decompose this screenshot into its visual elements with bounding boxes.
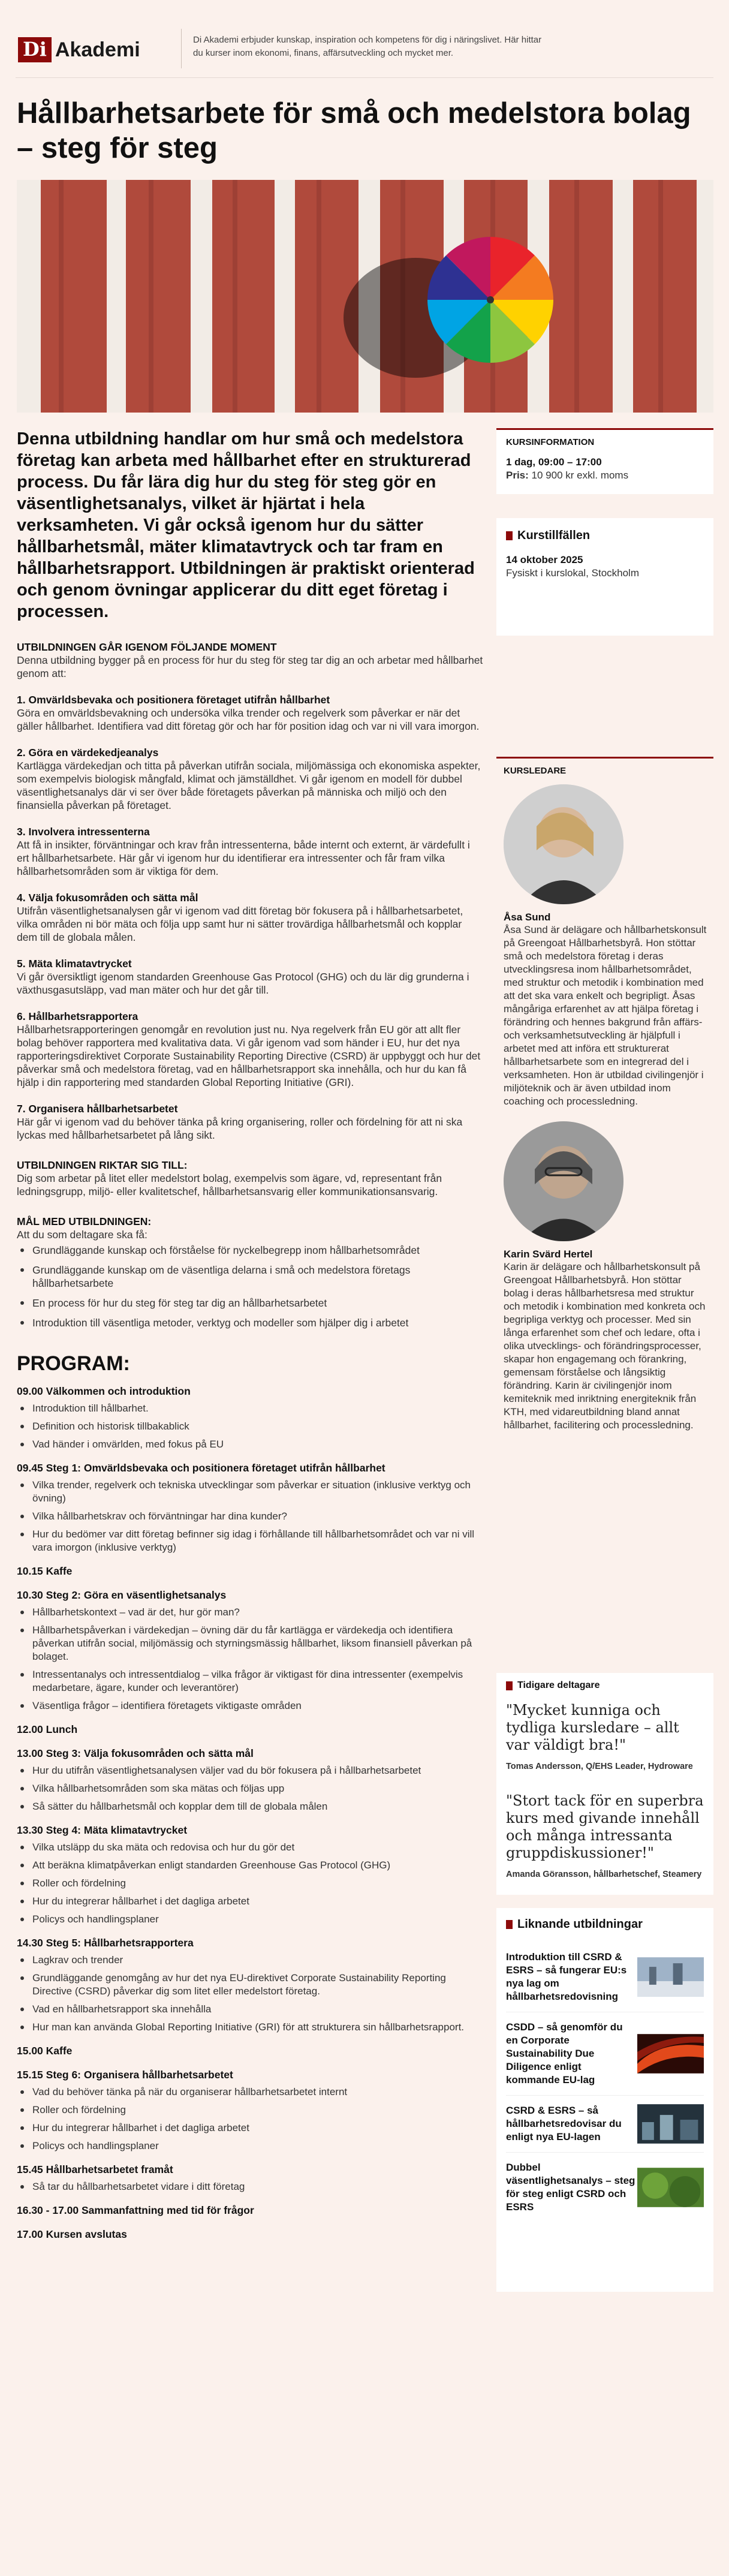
program-slot [17, 1385, 484, 1451]
list-item: Roller och fördelning [17, 1877, 484, 1890]
similar-course-link[interactable]: CSRD & ESRS – så hållbarhetsredovisar du enligt nya EU-lagen [506, 2096, 704, 2153]
course-info-box [496, 428, 713, 494]
leader-bio: Åsa Sund är delägare och hållbarhetskonsult på Greengoat Hållbarhetsbyrå. Hon stöttar små och medelstora företag i deras utvecklingsresa inom hållbarhetsområdet, med struktur och metodik i kombination med att det ska vara enkelt och begripligt. Åsas mångåriga erfarenhet av att hjälpa företag i förändring och hennes bakgrund från affärs- och verksamhetsutveckling är hjälpfull i arbetet med att införa ett strukturerat hållbarhetsarbete som en integrerad del i verksamheten. Hon är utbildad civilingenjör i miljöteknik och är även utbildad inom coaching och processledning. [504, 924, 707, 1107]
program-slot [17, 2204, 484, 2217]
list-item: Vilka hållbarhetsområden som ska mätas och följas upp [17, 1782, 484, 1795]
leader-name: Karin Svärd Hertel [504, 1248, 593, 1260]
course-thumbnail [637, 2104, 704, 2144]
course-thumbnail [637, 2168, 704, 2207]
similar-course-link[interactable]: Introduktion till CSRD & ESRS – så fungerar EU:s nya lag om hållbarhetsredovisning [506, 1942, 704, 2012]
header-divider [181, 29, 182, 68]
site-header [16, 24, 713, 78]
header-tagline: Di Akademi erbjuder kunskap, inspiration och kompetens för dig i näringslivet. Här hittar du kurser inom ekonomi, finans, affärsutveckling och mycket mer. [193, 35, 542, 58]
program-slot [17, 2068, 484, 2153]
list-item: Hållbarhetspåverkan i värdekedjan – övning där du får kartlägga er värdekedja och identifiera påverkan utifrån social, miljömässig och styrningsmässig hållbarhet, liksom finansiell påverkan på bolaget. [17, 1624, 484, 1663]
program-time: 15.00 Kaffe [17, 2045, 73, 2057]
moment-item: 6. Hållbarhetsrapportera Hållbarhetsrapporteringen genomgår en revolution just nu. Nya regelverk från EU gör att allt fler bolag behöver rapportera med kvalitativa data. Vi går igenom vad som händer i EU, hur det nya rapporteringsdirektivet Corporate Sustainability Reporting Directive (CSRD) är uppbyggt och hur det påverkar små och medelstora företag, vad en hållbarhetsrapport ska innehålla, och hur du kan få hjälp i din rapportering med standarden Global Reporting Initiative (GRI). [17, 1010, 481, 1088]
list-item: Vilka trender, regelverk och tekniska utvecklingar som påverkar er situation (inklusive verktyg och övning) [17, 1479, 484, 1505]
program-slot [17, 2044, 484, 2058]
list-item: Vad du behöver tänka på när du organiserar hållbarhetsarbetet internt [17, 2086, 484, 2099]
similar-course-link[interactable]: Dubbel väsentlighetsanalys – steg för steg enligt CSRD och ESRS [506, 2153, 704, 2222]
program-slot [17, 1936, 484, 2034]
avatar [504, 784, 623, 904]
occasions-heading: Kurstillfällen [517, 529, 591, 542]
testimonials-box [496, 1673, 713, 1895]
di-akademi-logo[interactable] [18, 37, 140, 62]
similar-courses-box [496, 1908, 713, 2292]
program-time: 14.30 Steg 5: Hållbarhetsrapportera [17, 1937, 194, 1949]
occasions-box [496, 518, 713, 636]
list-item: Vilka utsläpp du ska mäta och redovisa och hur du gör det [17, 1841, 484, 1854]
goals-heading: MÅL MED UTBILDNINGEN: [17, 1215, 152, 1227]
program-time: 13.00 Steg 3: Välja fokusområden och sätta mål [17, 1747, 254, 1759]
red-square-icon [506, 531, 513, 540]
red-square-icon [506, 1681, 513, 1690]
lead-paragraph: Denna utbildning handlar om hur små och medelstora företag kan arbeta med hållbarhet efter en strukturerad process. Du får lära dig hur du steg för steg gör en väsentlighetsanalys, vilket är hjärtat i hela verksamheten. Vi går också igenom hur du sätter hållbarhetsmål, mäter klimatavtryck och tar fram en hållbarhetsrapport. Utbildningen är praktiskt orienterad och genom övningar applicerar du ditt eget företag i processen. [17, 429, 475, 621]
program-time: 10.30 Steg 2: Göra en väsentlighetsanalys [17, 1589, 227, 1601]
testimonial-author: Amanda Göransson, hållbarhetschef, Steamery [506, 1870, 702, 1879]
list-item: Policys och handlingsplaner [17, 1913, 484, 1926]
leader-bio: Karin är delägare och hållbarhetskonsult på Greengoat Hållbarhetsbyrå. Hon stöttar bolag i deras hållbarhetsresa med struktur och metodik i kombination med konkreta och begripliga verktyg och processer. Med sin långa erfarenhet som chef och ledare, ofta i olika utvecklings- och förändringsprocesser, skapar hon engagemang och förankring, gemensam förståelse och långsiktig förändring. Karin är civilingenjör inom kemiteknik med inriktning energiteknik från KTH, med vidareutbildning bland annat hållbarhet, facilitering och processledning. [504, 1261, 706, 1431]
moment-item: 4. Välja fokusområden och sätta mål Utifrån väsentlighetsanalysen går vi igenom vad ditt företag bör fokusera på i hållbarhetsarbetet, vilka områden ni bör mäta och följa upp samt hur ni sätter trovärdiga hållbarhetsmål och kopplar dem till de globala målen. [17, 892, 463, 943]
main-content [17, 428, 484, 2252]
program-time: 12.00 Lunch [17, 1723, 78, 1735]
list-item: Introduktion till väsentliga metoder, verktyg och modeller som hjälper dig i arbetet [17, 1316, 484, 1329]
list-item: Hur du integrerar hållbarhet i det dagliga arbetet [17, 1895, 484, 1908]
hero-image [17, 180, 713, 413]
program-time: 09.45 Steg 1: Omvärldsbevaka och positionera företaget utifrån hållbarhet [17, 1462, 385, 1474]
program-time: 10.15 Kaffe [17, 1565, 73, 1577]
program-time: 16.30 - 17.00 Sammanfattning med tid för frågor [17, 2204, 254, 2216]
course-duration: 1 dag, 09:00 – 17:00 [506, 456, 602, 468]
course-thumbnail [637, 2034, 704, 2074]
list-item: Hur man kan använda Global Reporting Initiative (GRI) för att strukturera sin hållbarhetsrapport. [17, 2021, 484, 2034]
list-item: Så tar du hållbarhetsarbetet vidare i ditt företag [17, 2180, 484, 2193]
moments-intro: Denna utbildning bygger på en process för hur du steg för steg tar dig an och arbetar med hållbarhet genom att: [17, 654, 483, 679]
program-slot [17, 1823, 484, 1926]
price-label: Pris: [506, 470, 529, 481]
occasion-date[interactable]: 14 oktober 2025 [506, 554, 583, 565]
page-title: Hållbarhetsarbete för små och medelstora bolag – steg för steg [17, 97, 691, 164]
list-item: Hur du utifrån väsentlighetsanalysen väljer vad du bör fokusera på i hållbarhetsarbetet [17, 1764, 484, 1777]
moment-item: 1. Omvärldsbevaka och positionera företaget utifrån hållbarhet Göra en omvärldsbevakning och undersöka vilka trender och regelverk som påverkar er när det gäller hållbarhet. Identifiera vad ditt företag gör och har för position idag och var ni vill vara imorgon. [17, 694, 480, 732]
program-time: 09.00 Välkommen och introduktion [17, 1385, 191, 1397]
moments-heading: UTBILDNINGEN GÅR IGENOM FÖLJANDE MOMENT [17, 641, 277, 653]
moment-item: 3. Involvera intressenterna Att få in insikter, förväntningar och krav från intressenterna, både internt och externt, är värdefullt i ert hållbarhetsarbete. Här går vi igenom hur du identifierar era intressenter och får fram vilka hållbarhetsområden som är viktiga för dem. [17, 826, 470, 877]
list-item: Grundläggande genomgång av hur det nya EU-direktivet Corporate Sustainability Reporting Directive (CSRD) påverkar dig som litet eller medelstort företag. [17, 1972, 484, 1998]
course-thumbnail [637, 1957, 704, 1997]
similar-heading: Liknande utbildningar [517, 1918, 643, 1931]
logo-di: Di [18, 37, 52, 62]
audience-heading: UTBILDNINGEN RIKTAR SIG TILL: [17, 1159, 188, 1171]
avatar [504, 1121, 623, 1241]
list-item: Roller och fördelning [17, 2103, 484, 2117]
audience-text: Dig som arbetar på litet eller medelstort bolag, exempelvis som ägare, vd, representant från ledningsgrupp, miljö- eller kvalitetschef, hållbarhetsansvarig eller kommunikationsansvarig. [17, 1172, 442, 1197]
program-heading: PROGRAM: [17, 1352, 130, 1375]
goals-intro: Att du som deltagare ska få: [17, 1229, 147, 1241]
list-item: Vilka hållbarhetskrav och förväntningar har dina kunder? [17, 1510, 484, 1523]
testimonial-quote: "Mycket kunniga och tydliga kursledare – allt var väldigt bra!" [506, 1702, 679, 1753]
logo-akademi: Akademi [55, 38, 140, 61]
price-value: 10 900 kr exkl. moms [531, 470, 629, 481]
list-item: Vad en hållbarhetsrapport ska innehålla [17, 2003, 484, 2016]
program-slot [17, 2163, 484, 2193]
program-time: 15.45 Hållbarhetsarbetet framåt [17, 2163, 173, 2175]
goals-list [17, 1244, 484, 1329]
program-list [17, 1385, 484, 2241]
testimonial-quote: "Stort tack för en superbra kurs med givande innehåll och många intressanta gruppdiskussioner!" [506, 1792, 704, 1861]
list-item: Lagkrav och trender [17, 1954, 484, 1967]
list-item: Väsentliga frågor – identifiera företagets viktigaste områden [17, 1699, 484, 1713]
moment-item: 5. Mäta klimatavtrycket Vi går översiktligt igenom standarden Greenhouse Gas Protocol (GHG) och du lär dig grunderna i växthusgasutsläpp, vad man mäter och hur det går till. [17, 958, 469, 996]
program-slot [17, 1461, 484, 1554]
leaders-box [496, 757, 713, 1644]
list-item: Grundläggande kunskap om de väsentliga delarna i små och medelstora företags hållbarhetsarbete [17, 1263, 484, 1290]
list-item: Hur du integrerar hållbarhet i det dagliga arbetet [17, 2121, 484, 2135]
red-square-icon [506, 1920, 513, 1929]
similar-course-link[interactable]: CSDD – så genomför du en Corporate Sustainability Due Diligence enligt kommande EU-lag [506, 2012, 704, 2096]
leader-name: Åsa Sund [504, 911, 551, 923]
list-item: En process för hur du steg för steg tar dig an hållbarhetsarbetet [17, 1296, 484, 1310]
program-slot [17, 1564, 484, 1578]
list-item: Definition och historisk tillbakablick [17, 1420, 484, 1433]
moment-item: 7. Organisera hållbarhetsarbetet Här går vi igenom vad du behöver tänka på kring organisering, roller och fördelning för att ni ska lyckas med hållbarhetsarbetet på lång sikt. [17, 1103, 463, 1141]
occasion-place: Fysiskt i kurslokal, Stockholm [506, 567, 639, 579]
leaders-heading: KURSLEDARE [504, 766, 567, 776]
list-item: Hållbarhetskontext – vad är det, hur gör man? [17, 1606, 484, 1619]
program-time: 13.30 Steg 4: Mäta klimatavtrycket [17, 1824, 188, 1836]
list-item: Grundläggande kunskap och förståelse för nyckelbegrepp inom hållbarhetsområdet [17, 1244, 484, 1257]
program-slot [17, 1747, 484, 1813]
list-item: Intressentanalys och intressentdialog – vilka frågor är viktigast för dina intressenter (exempelvis medarbetare, ägare, kunder och leverantörer) [17, 1668, 484, 1695]
program-slot [17, 2228, 484, 2241]
list-item: Hur du bedömer var ditt företag befinner sig idag i förhållande till hållbarhetsområdet och var ni vill vara imorgon (inklusive verktyg) [17, 1528, 484, 1554]
course-info-heading: KURSINFORMATION [506, 437, 595, 447]
program-slot [17, 1723, 484, 1737]
testimonial-author: Tomas Andersson, Q/EHS Leader, Hydroware [506, 1762, 693, 1771]
list-item: Introduktion till hållbarhet. [17, 1402, 484, 1415]
program-time: 17.00 Kursen avslutas [17, 2228, 127, 2240]
list-item: Vad händer i omvärlden, med fokus på EU [17, 1438, 484, 1451]
program-time: 15.15 Steg 6: Organisera hållbarhetsarbetet [17, 2069, 233, 2081]
testimonials-heading: Tidigare deltagare [517, 1680, 600, 1690]
list-item: Policys och handlingsplaner [17, 2139, 484, 2153]
list-item: Att beräkna klimatpåverkan enligt standarden Greenhouse Gas Protocol (GHG) [17, 1859, 484, 1872]
list-item: Så sätter du hållbarhetsmål och kopplar dem till de globala målen [17, 1800, 484, 1813]
moment-item: 2. Göra en värdekedjeanalys Kartlägga värdekedjan och titta på påverkan utifrån sociala, miljömässiga och ekonomiska aspekter, som exempelvis biologisk mångfald, klimat och jämställdhet. Vi går igenom en modell för dubbel väsentlighetsanalys där vi ser över både företagets påverkan på människa och miljö och den finansiella påverkan på företaget. [17, 747, 481, 811]
program-slot [17, 1588, 484, 1713]
